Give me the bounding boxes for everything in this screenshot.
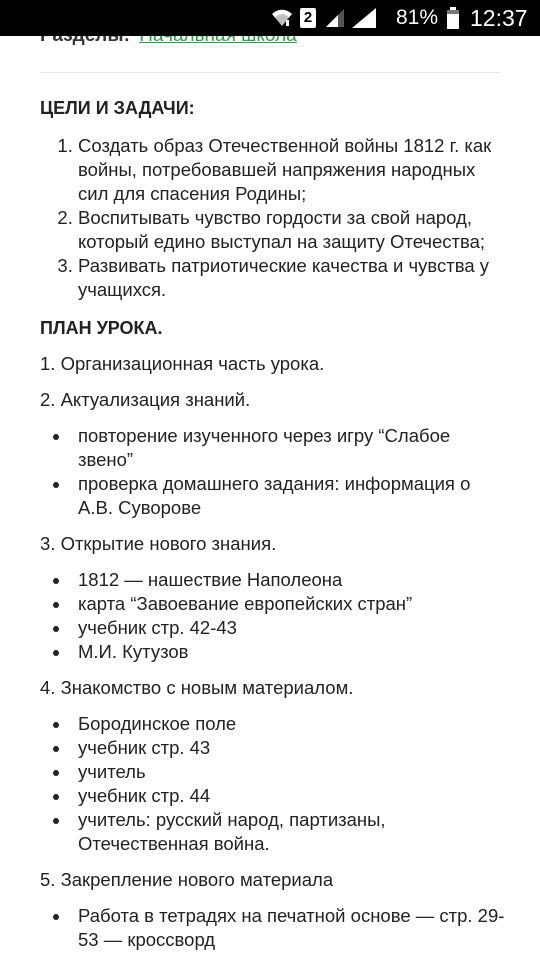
goal-item: 2. Воспитывать чувство гордости за свой народ, который едино выступал на защиту Отечества; (78, 206, 510, 254)
battery-icon (446, 0, 460, 36)
list-item: учебник стр. 44 (78, 784, 510, 808)
signal-strength-icon (324, 0, 346, 36)
list-item: учитель: русский народ, партизаны, Отечественная война. (78, 808, 510, 856)
clock: 12:37 (470, 4, 528, 31)
list-item: учебник стр. 42-43 (78, 616, 510, 640)
signal-strength-icon (350, 0, 378, 36)
sim-card-icon: 2 (300, 0, 316, 36)
plan-step-list (40, 904, 510, 952)
list-item: учитель (78, 760, 510, 784)
plan-step: 4. Знакомство с новым материалом. (40, 677, 354, 698)
article-body (40, 96, 510, 952)
divider (40, 72, 500, 73)
status-bar (0, 0, 540, 36)
list-item: повторение изученного через игру “Слабое звено” (78, 424, 510, 472)
plan-step: 3. Открытие нового знания. (40, 533, 277, 554)
list-item: М.И. Кутузов (78, 640, 510, 664)
plan-step-list (40, 712, 510, 856)
goals-list (40, 134, 510, 302)
list-item: Работа в тетрадях на печатной основе — стр. 29-53 — кроссворд (78, 904, 510, 952)
list-item: карта “Завоевание европейских стран” (78, 592, 510, 616)
list-item: Бородинское поле (78, 712, 510, 736)
plan-step: 2. Актуализация знаний. (40, 389, 251, 410)
list-item: 1812 — нашествие Наполеона (78, 568, 510, 592)
goal-item: 1. Создать образ Отечественной войны 1812 г. как войны, потребовавшей напряжения народных сил для спасения Родины; (78, 134, 510, 206)
wifi-icon (270, 0, 294, 36)
list-item: проверка домашнего задания: информация о А.В. Суворове (78, 472, 510, 520)
goal-item: 3. Развивать патриотические качества и чувства у учащихся. (78, 254, 510, 302)
plan-heading: ПЛАН УРОКА. (40, 318, 163, 338)
plan-step-list (40, 424, 510, 520)
list-item: учебник стр. 43 (78, 736, 510, 760)
plan-step-list (40, 568, 510, 664)
goals-heading: ЦЕЛИ И ЗАДАЧИ: (40, 98, 195, 118)
plan-step: 1. Организационная часть урока. (40, 353, 325, 374)
plan-step: 5. Закрепление нового материала (40, 869, 334, 890)
battery-percent: 81% (396, 6, 439, 29)
